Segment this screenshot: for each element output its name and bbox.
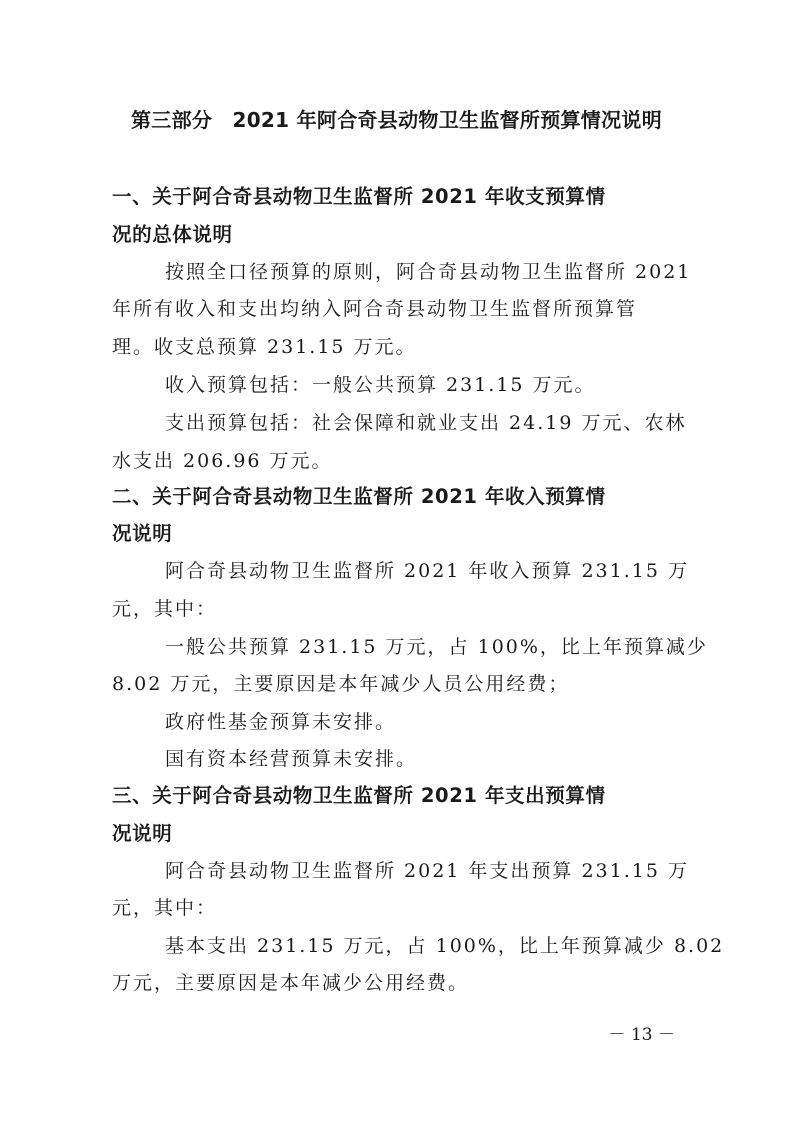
section1-heading-cont: 况的总体说明 (112, 223, 233, 246)
page-title: 第三部分 2021 年阿合奇县动物卫生监督所预算情况说明 (130, 108, 663, 132)
page-number: － 13 － (608, 1025, 675, 1045)
section3-heading: 三、关于阿合奇县动物卫生监督所 2021 年支出预算情 (112, 784, 606, 807)
section3-heading-cont: 况说明 (112, 822, 173, 845)
paragraph: 收入预算包括：一般公共预算 231.15 万元。 (165, 374, 596, 396)
section2-heading-cont: 况说明 (112, 522, 173, 545)
paragraph: 国有资本经营预算未安排。 (165, 748, 418, 770)
paragraph-cont: 元，其中： (112, 598, 218, 620)
paragraph-cont: 8.02 万元，主要原因是本年减少人员公用经费； (112, 673, 570, 695)
paragraph: 支出预算包括：社会保障和就业支出 24.19 万元、农林 (165, 412, 687, 434)
paragraph: 阿合奇县动物卫生监督所 2021 年收入预算 231.15 万 (165, 560, 689, 582)
paragraph: 一般公共预算 231.15 万元，占 100%，比上年预算减少 (165, 636, 708, 658)
paragraph-cont: 理。收支总预算 231.15 万元。 (112, 336, 417, 358)
paragraph: 阿合奇县动物卫生监督所 2021 年支出预算 231.15 万 (165, 860, 689, 882)
section2-heading: 二、关于阿合奇县动物卫生监督所 2021 年收入预算情 (112, 485, 606, 508)
paragraph-cont: 年所有收入和支出均纳入阿合奇县动物卫生监督所预算管 (112, 298, 638, 320)
paragraph-cont: 水支出 206.96 万元。 (112, 450, 333, 472)
paragraph-cont: 万元，主要原因是本年减少公用经费。 (112, 972, 470, 994)
section1-heading: 一、关于阿合奇县动物卫生监督所 2021 年收支预算情 (112, 185, 606, 208)
paragraph: 基本支出 231.15 万元，占 100%，比上年预算减少 8.02 (165, 935, 725, 957)
paragraph: 按照全口径预算的原则，阿合奇县动物卫生监督所 2021 (165, 261, 692, 283)
paragraph: 政府性基金预算未安排。 (165, 711, 397, 733)
paragraph-cont: 元，其中： (112, 897, 218, 919)
